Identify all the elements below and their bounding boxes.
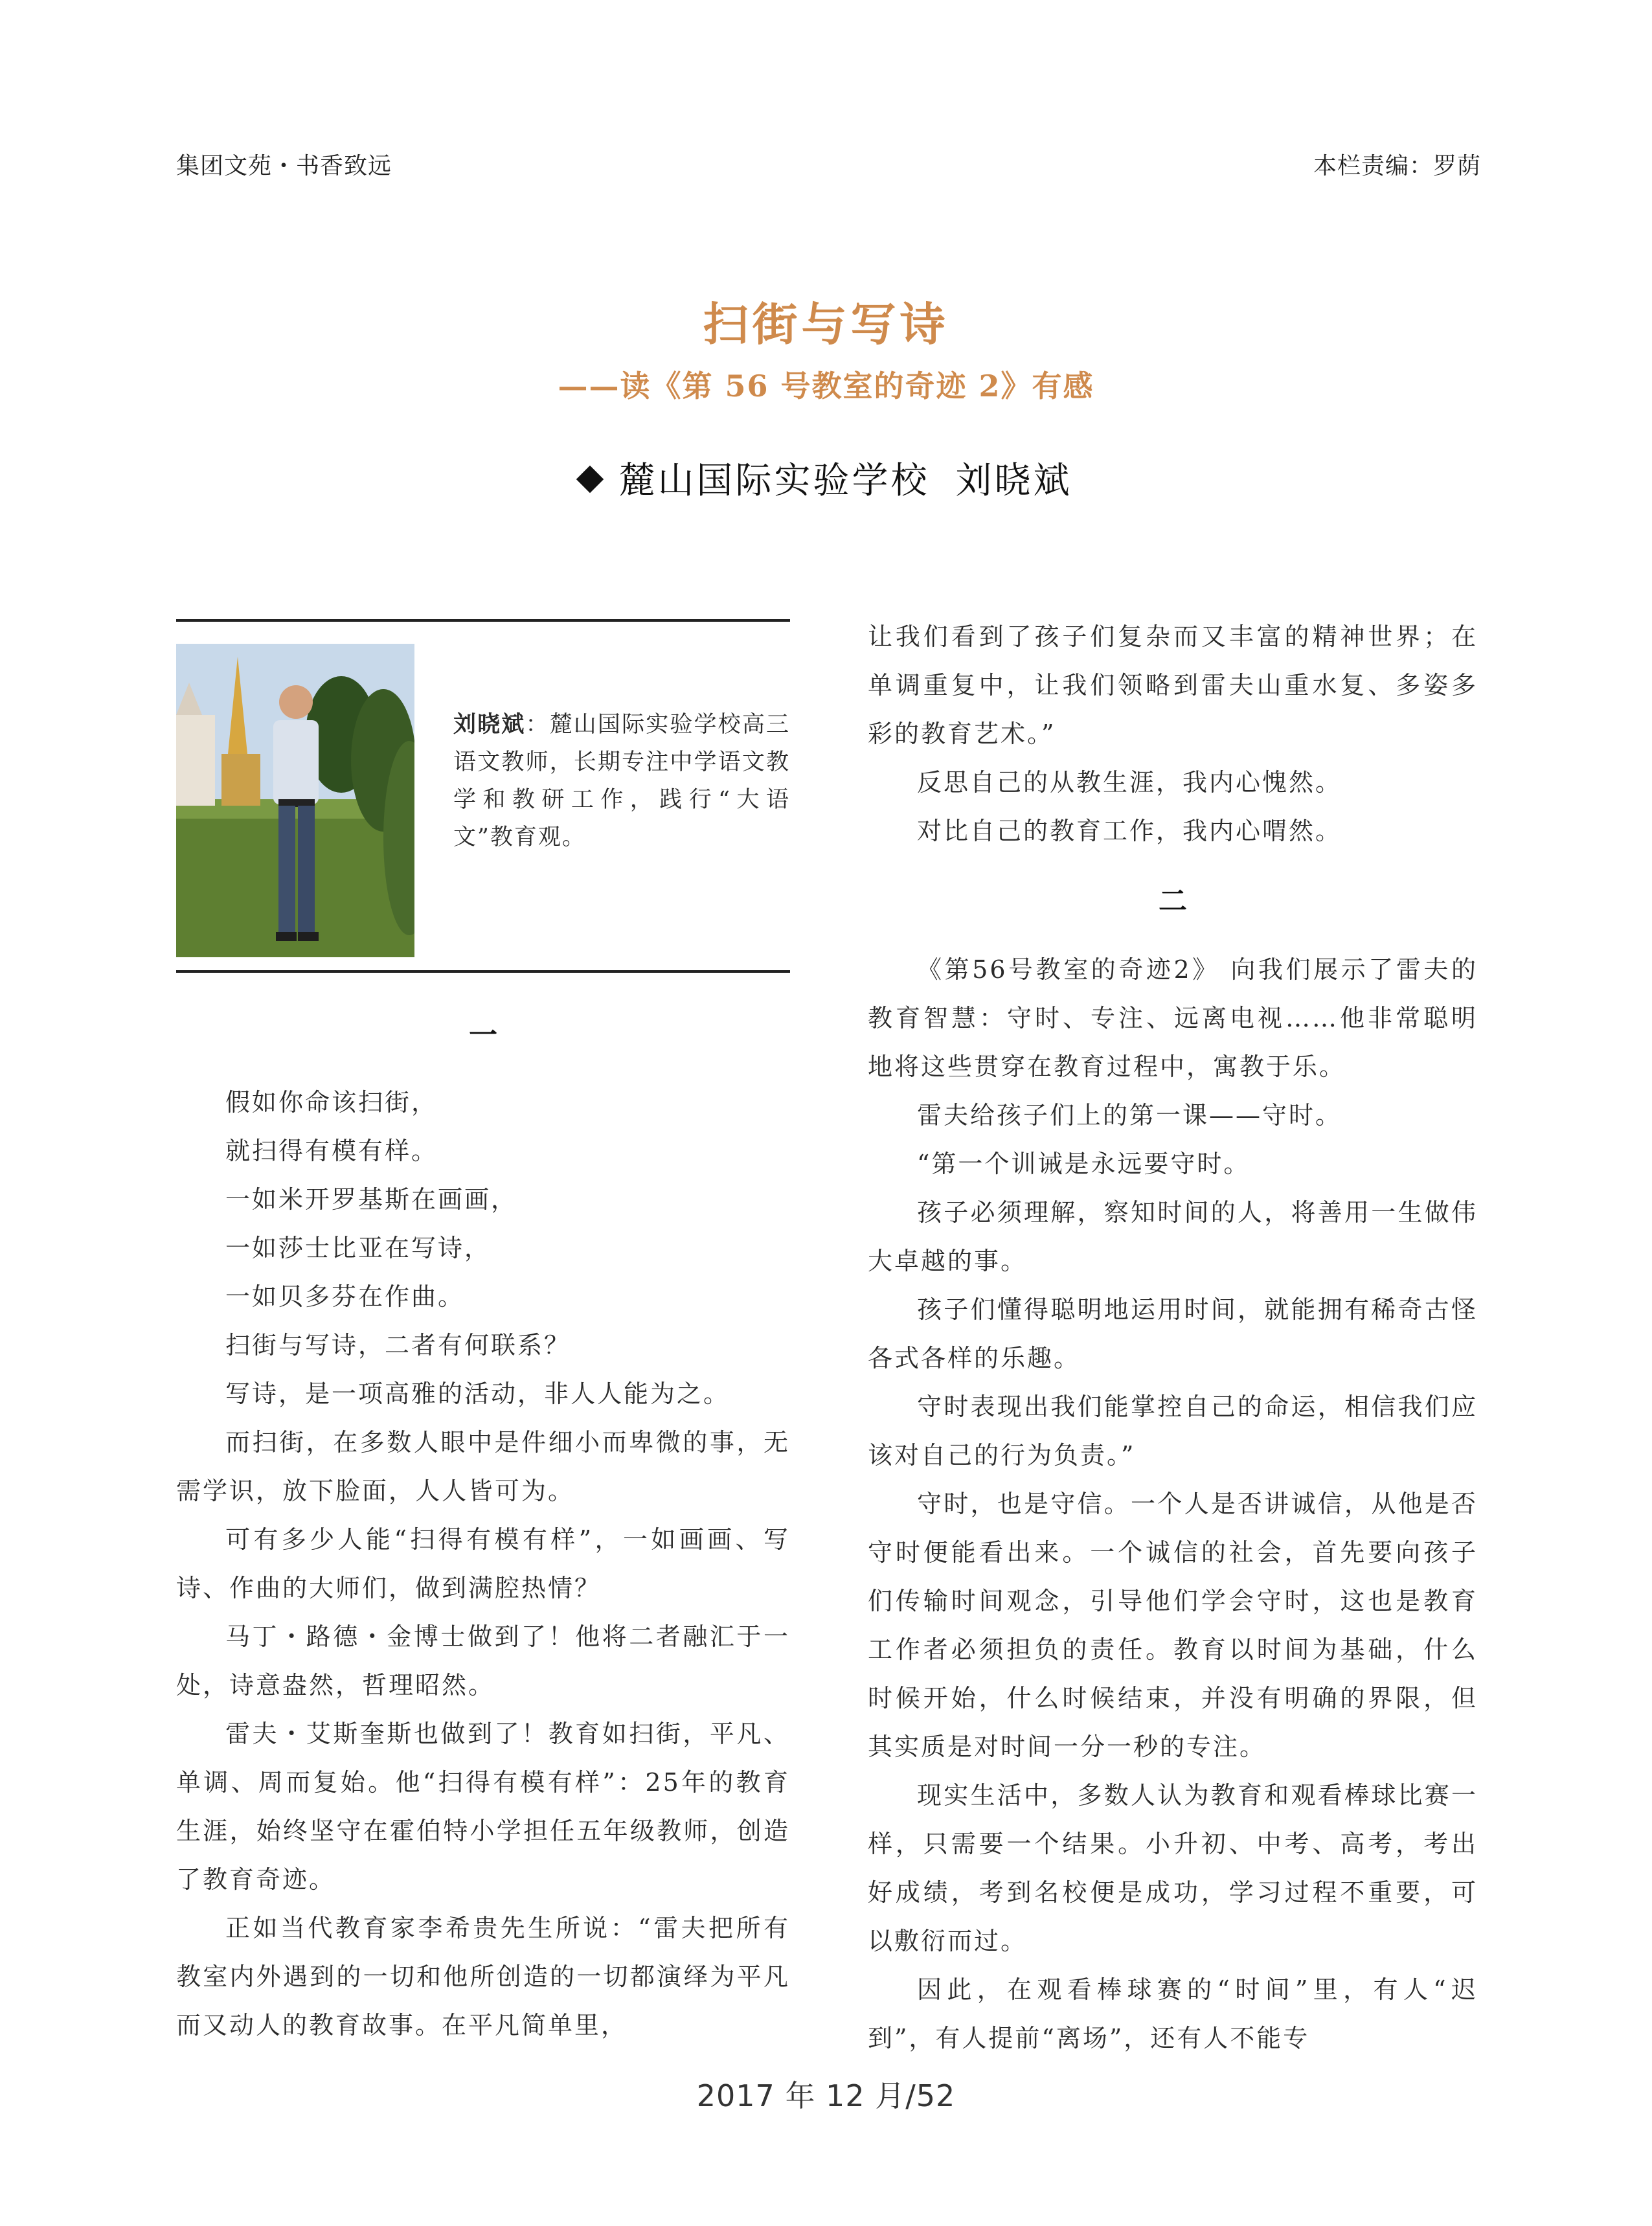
paragraph: 现实生活中，多数人认为教育和观看棒球比赛一样，只需要一个结果。小升初、中考、高考，考出好成绩，考到名校便是成功，学习过程不重要，可以敷衍而过。 — [868, 1781, 1478, 1955]
bio-text: ：麓山国际实验学校高三语文教师，长期专注中学语文教学和教研工作，践行“大语文”教育观。 — [453, 712, 790, 850]
paragraph: 让我们看到了孩子们复杂而又丰富的精神世界；在单调重复中，让我们领略到雷夫山重水复、多姿多彩的教育艺术。” — [868, 622, 1478, 748]
paragraph: 孩子们懂得聪明地运用时间，就能拥有稀奇古怪各式各样的乐趣。 — [868, 1295, 1478, 1372]
paragraph: 马丁・路德・金博士做到了！他将二者融汇于一处，诗意盎然，哲理昭然。 — [176, 1622, 790, 1699]
paragraph: 守时，也是守信。一个人是否讲诚信，从他是否守时便能看出来。一个诚信的社会，首先要向孩子们传输时间观念，引导他们学会守时，这也是教育工作者必须担负的责任。教育以时间为基础，什么时候开始，什么时候结束，并没有明确的界限，但其实质是对时间一分一秒的专注。 — [868, 1490, 1478, 1761]
paragraph: “第一个训诫是永远要守时。 — [917, 1150, 1250, 1178]
paragraph: 反思自己的从教生涯，我内心愧然。 — [917, 768, 1342, 797]
author-byline — [0, 452, 1652, 504]
paragraph: 守时表现出我们能掌控自己的命运，相信我们应该对自己的行为负责。” — [868, 1392, 1478, 1470]
paragraph: 扫街与写诗，二者有何联系？ — [225, 1331, 571, 1359]
paragraph: 孩子必须理解，察知时间的人，将善用一生做伟大卓越的事。 — [868, 1198, 1478, 1275]
paragraph: 对比自己的教育工作，我内心喟然。 — [917, 817, 1342, 845]
author-name: 刘晓斌 — [955, 460, 1072, 502]
article-subtitle: ——读《第 56 号教室的奇迹 2》有感 — [558, 369, 1094, 403]
paragraph: 正如当代教育家李希贵先生所说：“雷夫把所有教室内外遇到的一切和他所创造的一切都演绎为平凡而又动人的教育故事。在平凡简单里， — [176, 1914, 790, 2039]
author-school: 麓山国际实验学校 — [618, 460, 930, 502]
bio-top-rule — [176, 619, 790, 622]
paragraph: 而扫街，在多数人眼中是件细小而卑微的事，无需学识，放下脸面，人人皆可为。 — [176, 1428, 790, 1505]
bio-bottom-rule — [176, 970, 790, 973]
paragraph: 一如莎士比亚在写诗， — [225, 1234, 492, 1262]
paragraph: 假如你命该扫街， — [225, 1088, 438, 1117]
paragraph: 就扫得有模有样。 — [225, 1137, 438, 1165]
left-column — [176, 1078, 790, 2050]
column-editor-label: 本栏责编：罗荫 — [1313, 153, 1481, 179]
paragraph: 写诗，是一项高雅的活动，非人人能为之。 — [225, 1380, 730, 1408]
author-photo — [176, 644, 414, 957]
right-column-top — [868, 613, 1478, 856]
paragraph: 雷夫・艾斯奎斯也做到了！教育如扫街，平凡、单调、周而复始。他“扫得有模有样”：25年的教育生涯，始终坚守在霍伯特小学担任五年级教师，创造了教育奇迹。 — [176, 1720, 790, 1894]
section-heading-two: 二 — [1159, 885, 1187, 918]
paragraph: 《第56号教室的奇迹2》 向我们展示了雷夫的教育智慧：守时、专注、远离电视……他非常聪明地将这些贯穿在教育过程中，寓教于乐。 — [868, 955, 1478, 1081]
author-bio — [453, 706, 790, 856]
section-heading-one: 一 — [469, 1019, 497, 1052]
paragraph: 一如米开罗基斯在画画， — [225, 1185, 518, 1214]
page-number: /52 — [905, 2078, 956, 2113]
article-title: 扫街与写诗 — [703, 297, 949, 351]
bio-name: 刘晓斌 — [453, 712, 526, 738]
paragraph: 可有多少人能“扫得有模有样”，一如画画、写诗、作曲的大师们，做到满腔热情？ — [176, 1525, 790, 1602]
issue-date: 2017 年 12 月 — [696, 2078, 906, 2113]
page-footer — [0, 2073, 1652, 2115]
right-column-bottom — [868, 946, 1478, 2063]
paragraph: 雷夫给孩子们上的第一课——守时。 — [917, 1101, 1342, 1130]
journal-section-label: 集团文苑・书香致远 — [176, 153, 392, 179]
paragraph: 一如贝多芬在作曲。 — [225, 1282, 465, 1311]
diamond-bullet-icon — [576, 466, 603, 493]
paragraph: 因此，在观看棒球赛的“时间”里，有人“迟到”，有人提前“离场”，还有人不能专 — [868, 1975, 1478, 2052]
